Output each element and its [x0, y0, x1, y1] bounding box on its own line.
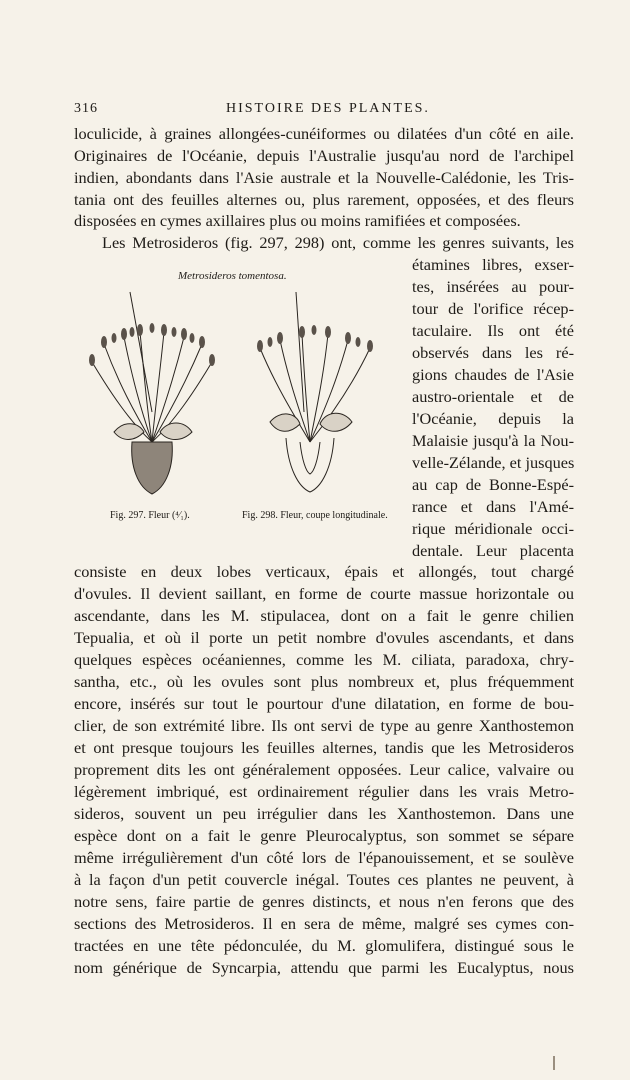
text-line: loculicide, à graines allongées-cunéiformes ou dilatées d'un côté en aile.: [74, 124, 574, 143]
figure-title: Metrosideros tomentosa.: [178, 270, 287, 282]
text-line: nom générique de Syncarpia, attendu que parmi les Eucalyptus, nous: [74, 958, 574, 977]
text-line: velle-Zélande, et jusques: [412, 453, 575, 472]
text-line: Tepualia, et où il porte un petit nombre d'ovules ascendants, et dans: [74, 628, 574, 647]
text-line: à la façon d'un petit couvercle inégal. Toutes ces plantes ne peuvent, à: [74, 870, 574, 889]
text-line: sections des Metrosideros. Il en sera de même, malgré ses cymes con-: [74, 914, 574, 933]
text-line: tractées en une tête pédonculée, du M. glomulifera, distingué sous le: [74, 936, 574, 955]
text-line: consiste en deux lobes verticaux, épais et allongés, tout chargé: [74, 562, 574, 581]
text-line: disposées en cymes axillaires plus ou moins ramifiées et composées.: [74, 211, 521, 230]
text-line: étamines libres, exser-: [412, 255, 574, 274]
running-title: HISTOIRE DES PLANTES.: [226, 101, 430, 116]
text-line: Les Metrosideros (fig. 297, 298) ont, comme les genres suivants, les: [102, 233, 574, 252]
text-line: encore, insérés sur tout le pourtour d'une dilatation, en forme de bou-: [74, 694, 574, 713]
text-line: d'ovules. Il devient saillant, en forme de courte massue horizontale ou: [74, 584, 574, 603]
text-line: austro-orientale et de: [412, 387, 574, 406]
text-line: tes, insérées au pour-: [412, 277, 574, 296]
text-line: quelques espèces océaniennes, comme les M. ciliata, paradoxa, chry-: [74, 650, 574, 669]
text-line: sideros, souvent un peu irrégulier dans les Xanthostemon. Dans une: [74, 804, 574, 823]
text-line: notre sens, faire partie de genres distincts, et nous n'en ferons que des: [74, 892, 574, 911]
text-line: Malaisie jusqu'à la Nou-: [412, 431, 574, 450]
running-header: [74, 101, 574, 121]
text-line: tour de l'orifice récep-: [412, 299, 574, 318]
flower-illustrations: [74, 282, 410, 522]
text-line: gions chaudes de l'Asie: [412, 365, 574, 384]
text-line: ascendante, dans les M. stipulacea, dont on a fait le genre chilien: [74, 606, 574, 625]
text-line: rance et dans l'Amé-: [412, 497, 574, 516]
text-line: Originaires de l'Océanie, depuis l'Australie jusqu'au nord de l'archipel: [74, 146, 574, 165]
text-line: rique méridionale occi-: [412, 519, 574, 538]
text-line: au cap de Bonne-Espé-: [412, 475, 574, 494]
text-line: taculaire. Ils ont été: [412, 321, 574, 340]
text-line: indien, abondants dans l'Asie australe et la Nouvelle-Calédonie, les Tris-: [74, 168, 574, 187]
text-line: et ont presque toujours les feuilles alternes, tandis que les Metrosideros: [74, 738, 574, 757]
text-line: l'Océanie, depuis la: [412, 409, 574, 428]
text-line: même irrégulièrement d'un côté lors de l'épanouissement, et se soulève: [74, 848, 574, 867]
figure-caption-297: Fig. 297. Fleur (⁴⁄₁).: [110, 510, 190, 521]
flower-illustration-fig297: [89, 292, 215, 494]
text-line: espèce dont on a fait le genre Pleurocalyptus, son sommet se sépare: [74, 826, 574, 845]
page-number: 316: [74, 101, 98, 116]
flower-section-illustration-fig298: [257, 292, 373, 492]
text-line: clier, de son extrémité libre. Ils ont servi de type au genre Xanthostemon: [74, 716, 574, 735]
text-line: santha, etc., où les ovules sont plus nombreux et, plus fréquemment: [74, 672, 574, 691]
text-line: observés dans les ré-: [412, 343, 574, 362]
figure-caption-298: Fig. 298. Fleur, coupe longitudinale.: [242, 510, 388, 521]
text-line: dentale. Leur placenta: [412, 541, 574, 560]
figure: [74, 262, 410, 532]
text-line: tania ont des feuilles alternes ou, plus rarement, opposées, et des fleurs: [74, 190, 574, 209]
text-line: proprement dits les ont généralement opposées. Leur calice, valvaire ou: [74, 760, 574, 779]
margin-mark: [553, 1056, 555, 1070]
text-line: légèrement imbriqué, est ordinairement régulier dans les vrais Metro-: [74, 782, 574, 801]
